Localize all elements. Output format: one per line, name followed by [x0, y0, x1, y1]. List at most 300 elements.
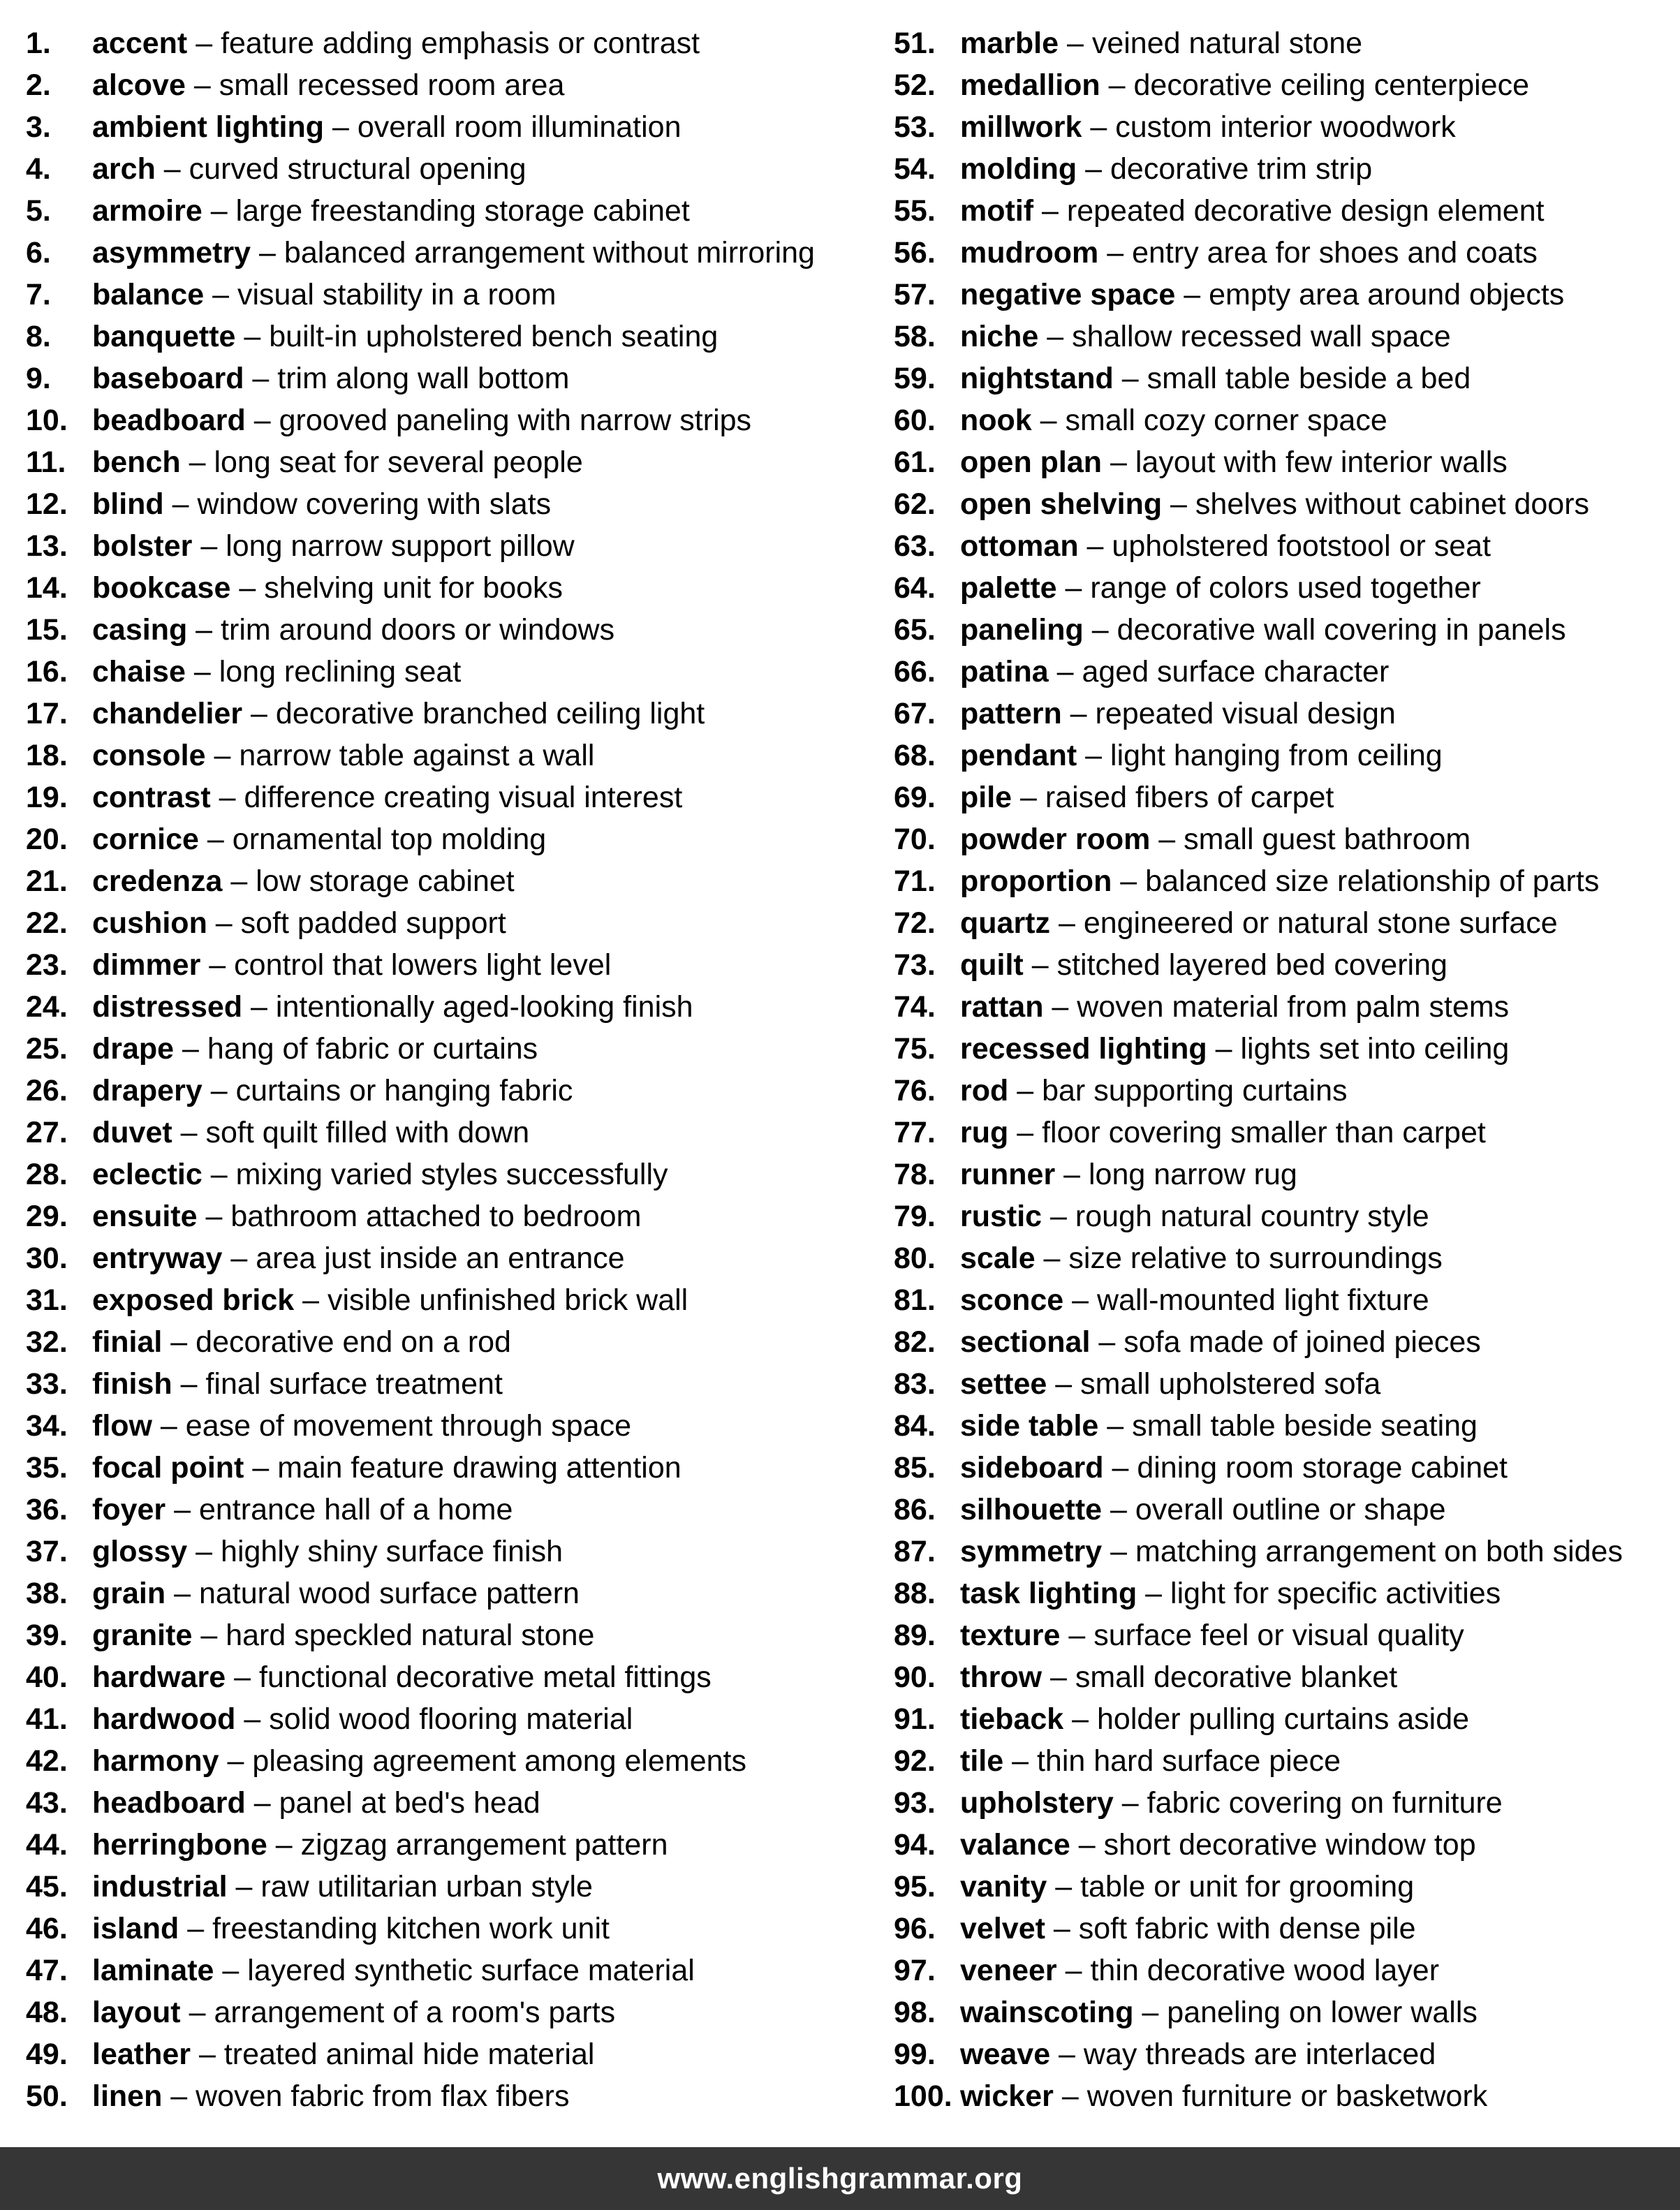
item-term: accent [92, 27, 188, 60]
list-item [26, 1824, 864, 1866]
item-separator: – [1175, 278, 1209, 311]
item-number: 40. [26, 1660, 68, 1694]
list-item [894, 1824, 1680, 1866]
item-definition: fabric covering on furniture [1147, 1786, 1503, 1820]
item-entry [92, 2033, 594, 2075]
list-item [26, 1950, 864, 1991]
item-number: 72. [894, 906, 936, 940]
item-number: 36. [26, 1493, 68, 1526]
item-entry [92, 316, 718, 358]
item-number: 37. [26, 1535, 68, 1568]
item-entry [960, 693, 1396, 735]
item-definition: small upholstered sofa [1080, 1367, 1381, 1401]
item-term: sconce [960, 1283, 1064, 1317]
item-entry [960, 232, 1538, 274]
item-term: palette [960, 571, 1057, 605]
item-separator: – [1070, 1828, 1104, 1862]
item-number: 100. [894, 2079, 952, 2113]
list-item [26, 1866, 864, 1908]
list-item [894, 1447, 1680, 1489]
item-separator: – [192, 529, 226, 563]
item-definition: balanced size relationship of parts [1145, 864, 1600, 898]
item-term: ambient lighting [92, 110, 325, 144]
item-separator: – [202, 194, 236, 228]
list-item [26, 441, 864, 483]
item-entry [92, 358, 570, 399]
item-definition: shallow recessed wall space [1072, 320, 1451, 353]
item-term: ottoman [960, 529, 1079, 563]
list-item [894, 735, 1680, 776]
item-definition: small recessed room area [219, 68, 565, 102]
item-number: 61. [894, 445, 936, 479]
item-separator: – [185, 68, 219, 102]
item-separator: – [165, 1493, 199, 1526]
item-separator: – [210, 781, 244, 814]
item-number: 10. [26, 404, 68, 437]
list-item [26, 1195, 864, 1237]
item-number: 52. [894, 68, 936, 102]
item-term: eclectic [92, 1158, 202, 1191]
item-term: tieback [960, 1702, 1064, 1736]
item-number: 90. [894, 1660, 936, 1694]
item-definition: curved structural opening [189, 152, 526, 186]
item-term: wicker [960, 2079, 1054, 2113]
item-entry [960, 1740, 1341, 1782]
list-item [26, 2075, 864, 2117]
item-separator: – [251, 236, 284, 270]
list-item [26, 358, 864, 399]
item-entry [960, 609, 1566, 651]
item-definition: aged surface character [1082, 655, 1390, 688]
list-item [26, 1782, 864, 1824]
item-separator: – [219, 1744, 253, 1778]
item-separator: – [222, 1242, 256, 1275]
item-separator: – [187, 1535, 221, 1568]
item-term: baseboard [92, 362, 244, 395]
website-url[interactable]: www.englishgrammar.org [657, 2162, 1023, 2195]
item-term: flow [92, 1409, 152, 1443]
item-number: 16. [26, 655, 68, 688]
item-term: cushion [92, 906, 207, 940]
item-definition: visual stability in a room [237, 278, 557, 311]
item-separator: – [1056, 571, 1091, 605]
item-entry [960, 148, 1372, 190]
item-number: 35. [26, 1451, 68, 1485]
item-separator: – [1102, 1535, 1135, 1568]
item-number: 67. [894, 697, 936, 730]
item-number: 82. [894, 1325, 936, 1359]
item-separator: – [1113, 362, 1147, 395]
list-item [26, 399, 864, 441]
item-definition: grooved paneling with narrow strips [279, 404, 752, 437]
item-separator: – [1083, 613, 1117, 647]
list-item [894, 358, 1680, 399]
item-definition: trim around doors or windows [221, 613, 615, 647]
item-separator: – [202, 1074, 236, 1107]
item-separator: – [1045, 1912, 1079, 1945]
item-entry [92, 1824, 668, 1866]
item-term: island [92, 1912, 179, 1945]
item-separator: – [227, 1870, 261, 1903]
item-number: 51. [894, 27, 936, 60]
item-entry [92, 1991, 615, 2033]
item-term: harmony [92, 1744, 219, 1778]
item-term: wainscoting [960, 1996, 1134, 2029]
item-definition: decorative wall covering in panels [1117, 613, 1566, 647]
list-item [894, 1154, 1680, 1195]
item-entry [960, 316, 1451, 358]
item-separator: – [1090, 1325, 1124, 1359]
item-separator: – [205, 739, 240, 772]
item-number: 17. [26, 697, 68, 730]
item-separator: – [1207, 1032, 1241, 1066]
item-term: silhouette [960, 1493, 1103, 1526]
list-item [26, 986, 864, 1028]
item-separator: – [235, 320, 270, 353]
item-number: 7. [26, 278, 51, 311]
list-item [26, 1991, 864, 2033]
list-item [26, 735, 864, 776]
item-definition: low storage cabinet [256, 864, 515, 898]
item-separator: – [165, 1577, 199, 1610]
list-item [894, 1531, 1680, 1572]
item-definition: small decorative blanket [1075, 1660, 1398, 1694]
item-separator: – [294, 1283, 327, 1317]
list-item [894, 1908, 1680, 1950]
list-item [26, 274, 864, 316]
item-separator: – [1047, 1870, 1081, 1903]
item-separator: – [1012, 781, 1045, 814]
item-entry [92, 1447, 681, 1489]
item-number: 29. [26, 1200, 68, 1233]
item-definition: ornamental top molding [232, 823, 547, 856]
item-term: exposed brick [92, 1283, 295, 1317]
item-entry [92, 1698, 633, 1740]
list-item [894, 1656, 1680, 1698]
item-number: 95. [894, 1870, 936, 1903]
item-term: molding [960, 152, 1077, 186]
item-definition: ease of movement through space [185, 1409, 632, 1443]
list-item [26, 2033, 864, 2075]
item-term: credenza [92, 864, 223, 898]
item-number: 25. [26, 1032, 68, 1066]
item-entry [92, 1070, 573, 1112]
item-entry [960, 1950, 1439, 1991]
item-entry [960, 1070, 1348, 1112]
item-definition: natural wood surface pattern [198, 1577, 580, 1610]
item-definition: zigzag arrangement pattern [300, 1828, 668, 1862]
item-number: 26. [26, 1074, 68, 1107]
list-item [26, 818, 864, 860]
item-entry [960, 64, 1529, 106]
list-item [26, 1363, 864, 1405]
item-term: arch [92, 152, 156, 186]
item-separator: – [207, 906, 241, 940]
item-definition: thin decorative wood layer [1090, 1954, 1440, 1987]
list-item [26, 651, 864, 693]
item-entry [92, 1866, 593, 1908]
item-entry [92, 64, 564, 106]
item-entry [92, 148, 526, 190]
list-item [894, 1070, 1680, 1112]
item-term: negative space [960, 278, 1176, 311]
item-separator: – [1098, 1409, 1133, 1443]
list-item [26, 1405, 864, 1447]
item-entry [92, 1237, 625, 1279]
item-number: 85. [894, 1451, 936, 1485]
item-entry [92, 2075, 569, 2117]
item-definition: small cozy corner space [1065, 404, 1387, 437]
item-definition: solid wood flooring material [269, 1702, 633, 1736]
item-number: 42. [26, 1744, 68, 1778]
item-definition: hang of fabric or curtains [207, 1032, 538, 1066]
item-separator: – [1063, 1702, 1098, 1736]
item-definition: shelves without cabinet doors [1195, 487, 1590, 521]
item-term: console [92, 739, 206, 772]
item-separator: – [197, 1200, 231, 1233]
item-term: bolster [92, 529, 193, 563]
list-item [26, 232, 864, 274]
list-item [894, 232, 1680, 274]
item-number: 75. [894, 1032, 936, 1066]
item-entry [960, 1321, 1481, 1363]
item-number: 53. [894, 110, 936, 144]
item-term: quartz [960, 906, 1050, 940]
item-number: 93. [894, 1786, 936, 1820]
item-definition: intentionally aged-looking finish [275, 990, 693, 1024]
item-separator: – [179, 1912, 213, 1945]
item-number: 60. [894, 404, 936, 437]
item-entry [960, 944, 1447, 986]
item-number: 89. [894, 1619, 936, 1652]
item-entry [92, 1572, 580, 1614]
item-separator: – [214, 1954, 248, 1987]
item-number: 49. [26, 2038, 68, 2071]
item-definition: soft fabric with dense pile [1078, 1912, 1416, 1945]
item-entry [960, 1363, 1380, 1405]
list-item [894, 1991, 1680, 2033]
list-item [26, 1447, 864, 1489]
list-item [26, 693, 864, 735]
item-term: banquette [92, 320, 236, 353]
item-entry [960, 2033, 1436, 2075]
item-number: 48. [26, 1996, 68, 2029]
item-definition: thin hard surface piece [1036, 1744, 1341, 1778]
item-term: balance [92, 278, 205, 311]
item-term: symmetry [960, 1535, 1103, 1568]
list-item [894, 1782, 1680, 1824]
item-definition: small guest bathroom [1184, 823, 1471, 856]
item-term: hardware [92, 1660, 226, 1694]
item-separator: – [245, 404, 279, 437]
list-item [26, 1572, 864, 1614]
item-definition: curtains or hanging fabric [235, 1074, 573, 1107]
item-definition: pleasing agreement among elements [252, 1744, 746, 1778]
item-term: blind [92, 487, 164, 521]
list-item [894, 22, 1680, 64]
item-entry [960, 651, 1389, 693]
item-entry [960, 1991, 1478, 2033]
item-number: 81. [894, 1283, 936, 1317]
list-item [26, 483, 864, 525]
item-separator: – [1050, 2038, 1084, 2071]
item-separator: – [1048, 655, 1082, 688]
item-number: 27. [26, 1116, 68, 1149]
item-entry [960, 1237, 1443, 1279]
item-separator: – [172, 1116, 206, 1149]
item-number: 2. [26, 68, 51, 102]
list-item [894, 274, 1680, 316]
item-definition: decorative branched ceiling light [275, 697, 705, 730]
item-entry [92, 441, 583, 483]
list-item [894, 148, 1680, 190]
item-separator: – [1031, 404, 1066, 437]
item-number: 71. [894, 864, 936, 898]
item-definition: long seat for several people [214, 445, 583, 479]
item-separator: – [226, 1660, 260, 1694]
item-entry [92, 609, 614, 651]
item-number: 58. [894, 320, 936, 353]
item-entry [960, 776, 1334, 818]
item-number: 41. [26, 1702, 68, 1736]
item-number: 57. [894, 278, 936, 311]
list-item [894, 1321, 1680, 1363]
item-definition: entrance hall of a home [198, 1493, 513, 1526]
item-term: open shelving [960, 487, 1163, 521]
list-item [894, 1950, 1680, 1991]
item-entry [960, 1908, 1416, 1950]
item-definition: control that lowers light level [234, 948, 612, 982]
item-separator: – [230, 571, 265, 605]
list-item [26, 1112, 864, 1154]
item-term: chaise [92, 655, 186, 688]
list-item [894, 106, 1680, 148]
item-separator: – [1162, 487, 1195, 521]
item-separator: – [180, 1996, 214, 2029]
item-number: 39. [26, 1619, 68, 1652]
item-definition: size relative to surroundings [1068, 1242, 1443, 1275]
item-definition: freestanding kitchen work unit [212, 1912, 610, 1945]
item-number: 92. [894, 1744, 936, 1778]
item-number: 45. [26, 1870, 68, 1903]
item-number: 6. [26, 236, 51, 270]
item-term: pendant [960, 739, 1077, 772]
item-separator: – [204, 278, 237, 311]
item-term: dimmer [92, 948, 201, 982]
list-item [26, 567, 864, 609]
list-item [894, 483, 1680, 525]
item-definition: narrow table against a wall [239, 739, 595, 772]
item-separator: – [200, 948, 235, 982]
item-number: 91. [894, 1702, 936, 1736]
item-entry [92, 1782, 540, 1824]
item-definition: long narrow support pillow [226, 529, 575, 563]
item-term: weave [960, 2038, 1051, 2071]
item-entry [92, 944, 611, 986]
item-entry [960, 274, 1564, 316]
item-number: 84. [894, 1409, 936, 1443]
item-separator: – [1100, 68, 1134, 102]
item-separator: – [1038, 320, 1073, 353]
item-definition: wall-mounted light fixture [1097, 1283, 1429, 1317]
item-term: grain [92, 1577, 166, 1610]
item-number: 43. [26, 1786, 68, 1820]
item-entry [960, 1195, 1429, 1237]
item-number: 8. [26, 320, 51, 353]
item-entry [92, 651, 461, 693]
item-number: 62. [894, 487, 936, 521]
item-number: 34. [26, 1409, 68, 1443]
item-entry [960, 1656, 1397, 1698]
item-definition: layout with few interior walls [1135, 445, 1508, 479]
item-entry [92, 1363, 503, 1405]
item-term: finial [92, 1325, 163, 1359]
item-entry [960, 1447, 1508, 1489]
list-item [26, 609, 864, 651]
item-definition: highly shiny surface finish [221, 1535, 563, 1568]
item-separator: – [162, 1325, 196, 1359]
item-term: medallion [960, 68, 1100, 102]
item-number: 54. [894, 152, 936, 186]
item-term: duvet [92, 1116, 172, 1149]
item-separator: – [1082, 110, 1116, 144]
item-entry [960, 1154, 1297, 1195]
item-term: patina [960, 655, 1049, 688]
item-definition: repeated visual design [1095, 697, 1396, 730]
list-item [894, 1614, 1680, 1656]
item-separator: – [1050, 906, 1084, 940]
item-number: 30. [26, 1242, 68, 1275]
item-definition: dining room storage cabinet [1137, 1451, 1508, 1485]
item-entry [960, 1782, 1503, 1824]
item-term: veneer [960, 1954, 1057, 1987]
item-entry [92, 1154, 668, 1195]
item-term: throw [960, 1660, 1042, 1694]
item-entry [960, 22, 1362, 64]
list-item [26, 1279, 864, 1321]
item-term: focal point [92, 1451, 244, 1485]
item-definition: panel at bed's head [279, 1786, 540, 1820]
item-separator: – [1042, 1660, 1075, 1694]
list-item [26, 1154, 864, 1195]
item-definition: treated animal hide material [223, 2038, 595, 2071]
item-number: 88. [894, 1577, 936, 1610]
item-number: 14. [26, 571, 68, 605]
item-number: 87. [894, 1535, 936, 1568]
list-item [894, 1740, 1680, 1782]
item-definition: decorative trim strip [1110, 152, 1373, 186]
item-definition: stitched layered bed covering [1056, 948, 1447, 982]
item-separator: – [1059, 27, 1092, 60]
item-number: 22. [26, 906, 68, 940]
item-entry [960, 399, 1387, 441]
item-definition: difference creating visual interest [244, 781, 683, 814]
item-term: chandelier [92, 697, 243, 730]
item-number: 99. [894, 2038, 936, 2071]
item-number: 31. [26, 1283, 68, 1317]
item-separator: – [245, 1786, 279, 1820]
item-number: 83. [894, 1367, 936, 1401]
item-number: 11. [26, 445, 66, 479]
item-term: upholstery [960, 1786, 1114, 1820]
item-entry [960, 986, 1509, 1028]
item-definition: light hanging from ceiling [1110, 739, 1443, 772]
item-definition: matching arrangement on both sides [1135, 1535, 1623, 1568]
item-separator: – [1008, 1074, 1042, 1107]
item-definition: way threads are interlaced [1083, 2038, 1436, 2071]
item-number: 46. [26, 1912, 68, 1945]
list-item [894, 693, 1680, 735]
